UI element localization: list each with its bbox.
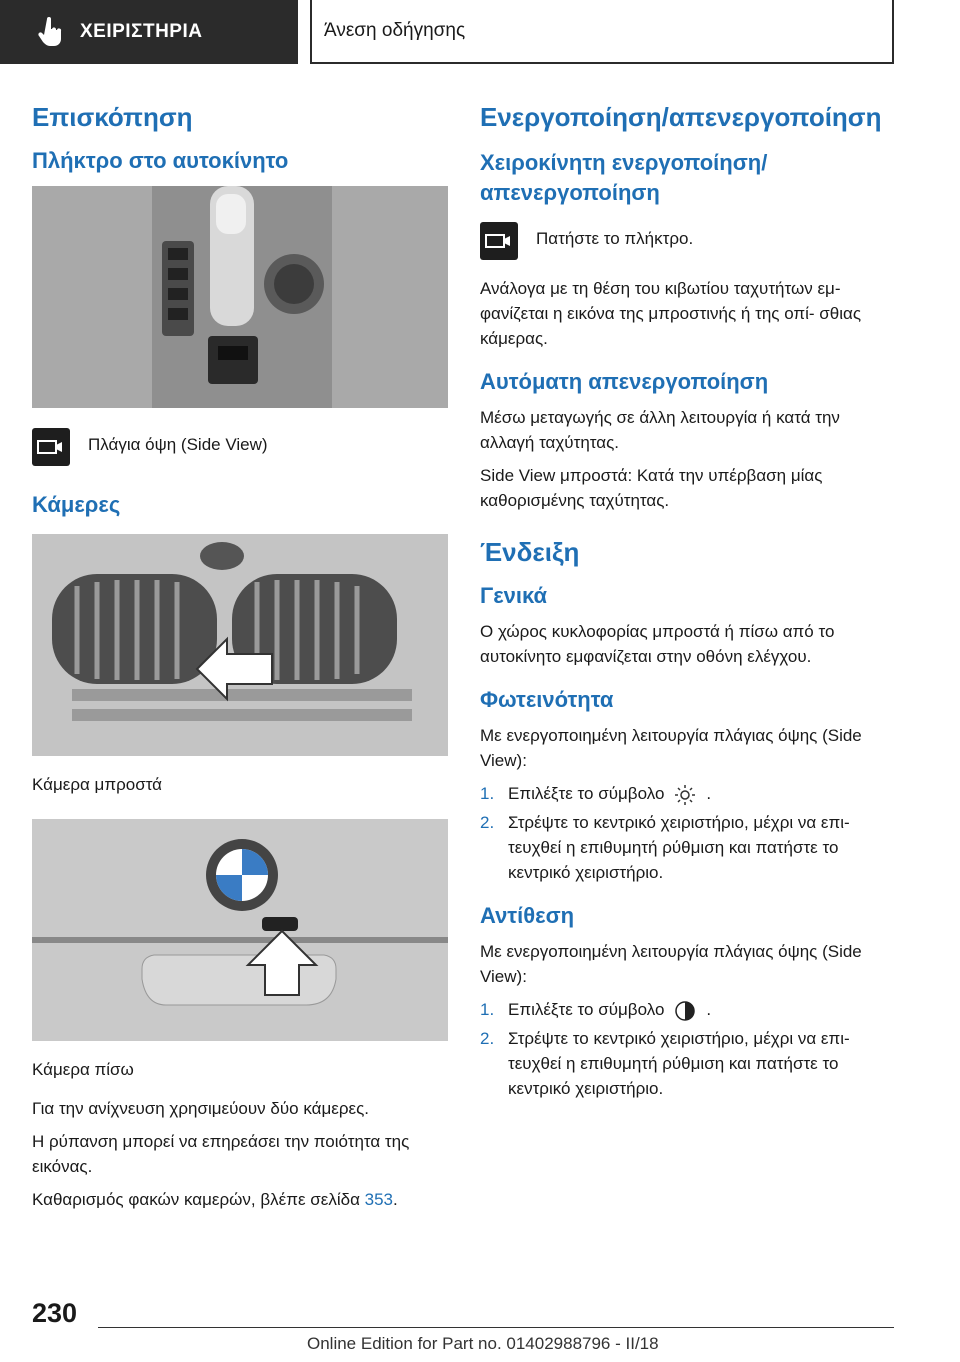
auto-description-1: Μέσω μεταγωγής σε άλλη λειτουργία ή κατά την αλλαγή ταχύτητας. [480, 408, 840, 452]
auto-description-2: Side View μπροστά: Κατά την υπέρβαση μίας καθορισμένης ταχύτητας. [480, 466, 823, 510]
section-title: ΧΕΙΡΙΣΤΗΡΙΑ [80, 21, 203, 42]
manual-description: Ανάλογα με τη θέση του κιβωτίου ταχυτήτων εμ- φανίζεται η εικόνα της μπροστινής ή της οπί- σθιας κάμερας. [480, 279, 862, 348]
sun-icon [674, 784, 696, 806]
list-item: 1. Επιλέξτε το σύμβολο . [480, 997, 896, 1022]
list-item: 1. Επιλέξτε το σύμβολο . [480, 781, 896, 806]
contrast-condition: Με ενεργοποιημένη λειτουργία πλάγιας όψης (Side View): [480, 942, 862, 986]
section-tab [0, 0, 298, 64]
cameras-detection-text: Για την ανίχνευση χρησιμεύουν δύο κάμερες. [32, 1099, 369, 1118]
edition-text: Online Edition for Part no. 01402988796 - II/18 [307, 1334, 659, 1353]
auto-deactivation-heading: Αυτόματη απενεργοποίηση [480, 369, 769, 394]
left-column [32, 100, 448, 1220]
contrast-steps [480, 997, 896, 1101]
dirt-warning-text: Η ρύπανση μπορεί να επηρεάσει την ποιότητα της εικόνας. [32, 1132, 410, 1176]
list-item: 2. Στρέψτε το κεντρικό χειριστήριο, μέχρι να επι- τευχθεί η επιθυμητή ρύθμιση και πατήστε το κεντρικό χειριστήριο. [480, 813, 850, 882]
camera-button-icon [32, 428, 70, 466]
display-heading: Ένδειξη [480, 537, 580, 567]
center-console-photo [32, 186, 448, 408]
rear-camera-caption: Κάμερα πίσω [32, 1060, 134, 1079]
brightness-steps [480, 781, 896, 885]
cameras-heading: Κάμερες [32, 492, 121, 517]
page-number: 230 [32, 1298, 78, 1328]
right-column [480, 100, 896, 1111]
chapter-title: Άνεση οδήγησης [310, 0, 894, 64]
general-heading: Γενικά [480, 583, 548, 608]
rear-camera-photo [32, 819, 448, 1041]
side-view-row [32, 428, 448, 466]
list-item: 2. Στρέψτε το κεντρικό χειριστήριο, μέχρι να επι- τευχθεί η επιθυμητή ρύθμιση και πατήστε το κεντρικό χειριστήριο. [480, 1029, 850, 1098]
front-camera-caption: Κάμερα μπροστά [32, 775, 162, 794]
brightness-condition: Με ενεργοποιημένη λειτουργία πλάγιας όψης (Side View): [480, 726, 862, 770]
contrast-heading: Αντίθεση [480, 903, 575, 928]
footer-divider [98, 1327, 894, 1328]
activation-heading: Ενεργοποίηση/απενεργοποίηση [480, 102, 882, 132]
general-description: Ο χώρος κυκλοφορίας μπροστά ή πίσω από το αυτοκίνητο εμφανίζεται στην οθόνη ελέγχου. [480, 622, 835, 666]
front-camera-photo [32, 534, 448, 756]
manual-activation-heading: Χειροκίνητη ενεργοποίηση/απενεργοποίηση [480, 150, 768, 205]
button-in-car-heading: Πλήκτρο στο αυτοκίνητο [32, 148, 289, 173]
contrast-icon [674, 1000, 696, 1022]
brightness-heading: Φωτεινότητα [480, 687, 614, 712]
cleaning-reference: Καθαρισμός φακών καμερών, βλέπε σελίδα 353. [32, 1190, 398, 1209]
press-button-row [480, 222, 896, 260]
side-view-label: Πλάγια όψη (Side View) [88, 435, 268, 454]
hand-pointer-icon [38, 17, 64, 47]
overview-heading: Επισκόπηση [32, 102, 193, 132]
press-button-text: Πατήστε το πλήκτρο. [536, 229, 694, 248]
page-link[interactable]: 353 [364, 1190, 393, 1209]
camera-button-icon [480, 222, 518, 260]
